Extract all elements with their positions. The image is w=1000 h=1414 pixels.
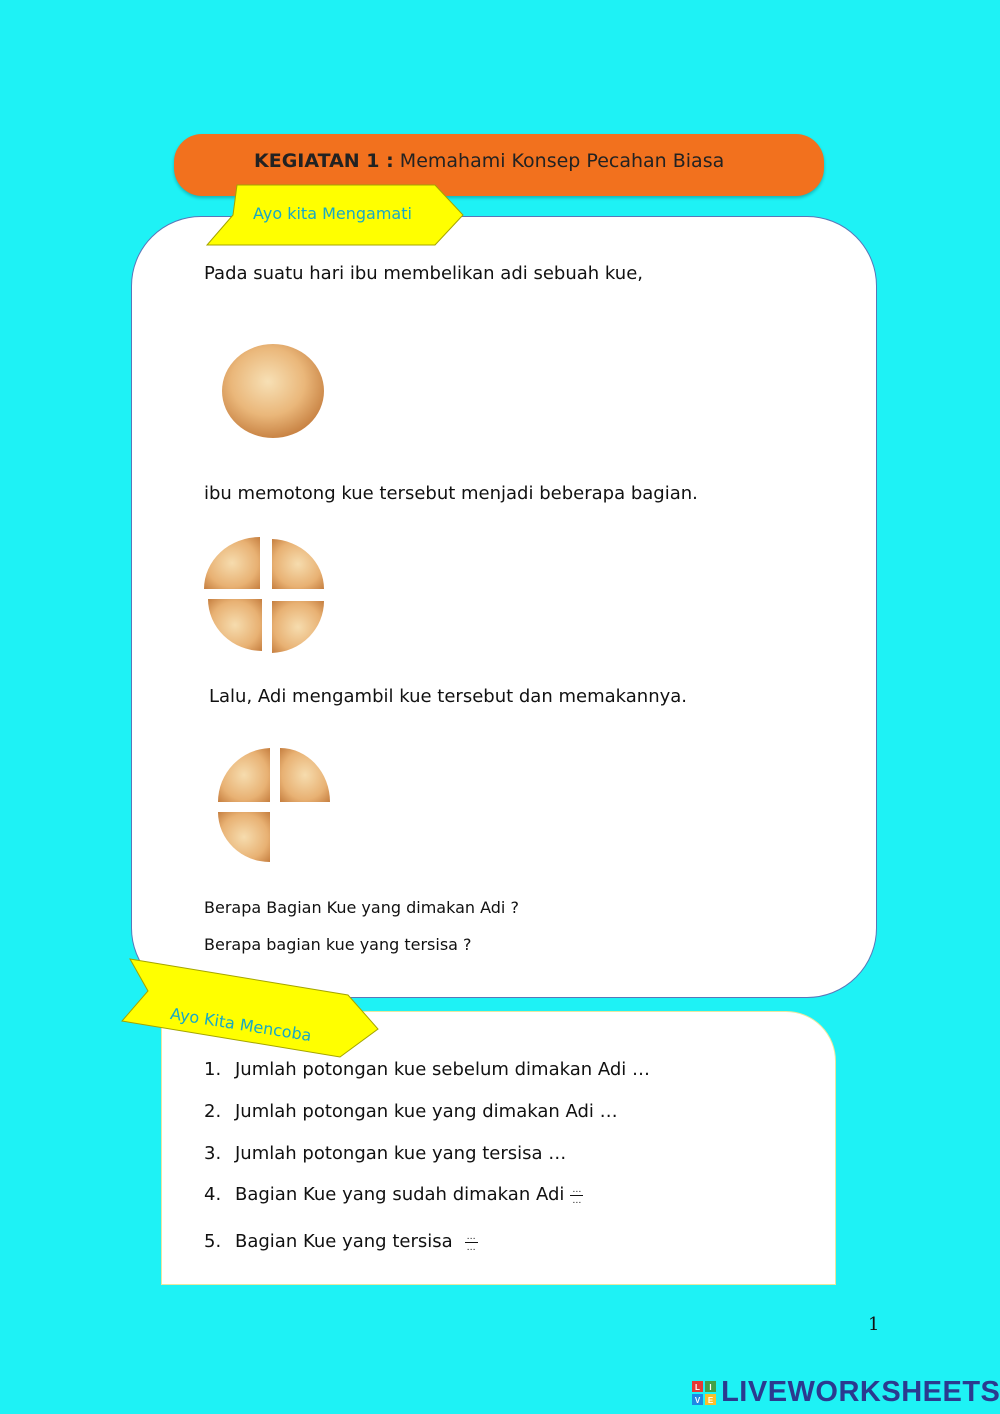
- exercise-item-2: [204, 1101, 618, 1122]
- fraction-numerator[interactable]: …: [572, 1184, 582, 1195]
- fraction-denominator[interactable]: …: [572, 1195, 582, 1206]
- logo-text: LIVEWORKSHEETS: [721, 1376, 1000, 1408]
- fraction-answer[interactable]: [465, 1232, 478, 1253]
- exercise-item-1: [204, 1059, 650, 1080]
- logo-mark-letter: L: [695, 1382, 700, 1392]
- try-ribbon-label: Ayo Kita Mencoba: [169, 1004, 313, 1046]
- cut-cake-image: [202, 535, 328, 653]
- logo-mark-letter: E: [707, 1395, 714, 1405]
- liveworksheets-mark-icon: [692, 1381, 716, 1405]
- story-line-1: Pada suatu hari ibu membelikan adi sebuah kue,: [204, 263, 643, 284]
- fraction-denominator[interactable]: …: [466, 1242, 476, 1253]
- story-line-3: Lalu, Adi mengambil kue tersebut dan memakannya.: [209, 686, 688, 707]
- whole-cake-image: [218, 342, 328, 440]
- exercise-text: Jumlah potongan kue sebelum dimakan Adi …: [235, 1059, 651, 1080]
- story-line-2: ibu memotong kue tersebut menjadi beberapa bagian.: [204, 483, 698, 504]
- page-title: [254, 150, 724, 172]
- observe-ribbon-label: Ayo kita Mengamati: [253, 204, 412, 223]
- try-ribbon: [118, 955, 384, 1061]
- exercise-number: 3.: [204, 1143, 222, 1164]
- exercise-text: Bagian Kue yang tersisa: [235, 1231, 453, 1252]
- activity-title: Memahami Konsep Pecahan Biasa: [399, 150, 725, 172]
- exercise-number: 2.: [204, 1101, 222, 1122]
- question-1: Berapa Bagian Kue yang dimakan Adi ?: [204, 898, 519, 917]
- question-2: Berapa bagian kue yang tersisa ?: [204, 935, 472, 954]
- fraction-answer[interactable]: [570, 1185, 583, 1206]
- exercise-item-5: [204, 1231, 478, 1253]
- liveworksheets-logo: [692, 1376, 1000, 1409]
- exercise-number: 4.: [204, 1184, 222, 1205]
- exercise-item-4: [204, 1184, 583, 1206]
- exercise-number: 5.: [204, 1231, 222, 1252]
- logo-mark-letter: V: [694, 1395, 701, 1405]
- exercise-item-3: [204, 1143, 566, 1164]
- exercise-number: 1.: [204, 1059, 222, 1080]
- activity-label: KEGIATAN 1 :: [254, 150, 394, 172]
- logo-mark-letter: I: [709, 1382, 712, 1392]
- fraction-numerator[interactable]: …: [466, 1231, 476, 1242]
- eaten-cake-image: [214, 746, 332, 864]
- exercise-text: Jumlah potongan kue yang tersisa …: [235, 1143, 567, 1164]
- exercise-text: Jumlah potongan kue yang dimakan Adi …: [235, 1101, 618, 1122]
- page-number: 1: [868, 1314, 880, 1335]
- exercise-text: Bagian Kue yang sudah dimakan Adi: [235, 1184, 565, 1205]
